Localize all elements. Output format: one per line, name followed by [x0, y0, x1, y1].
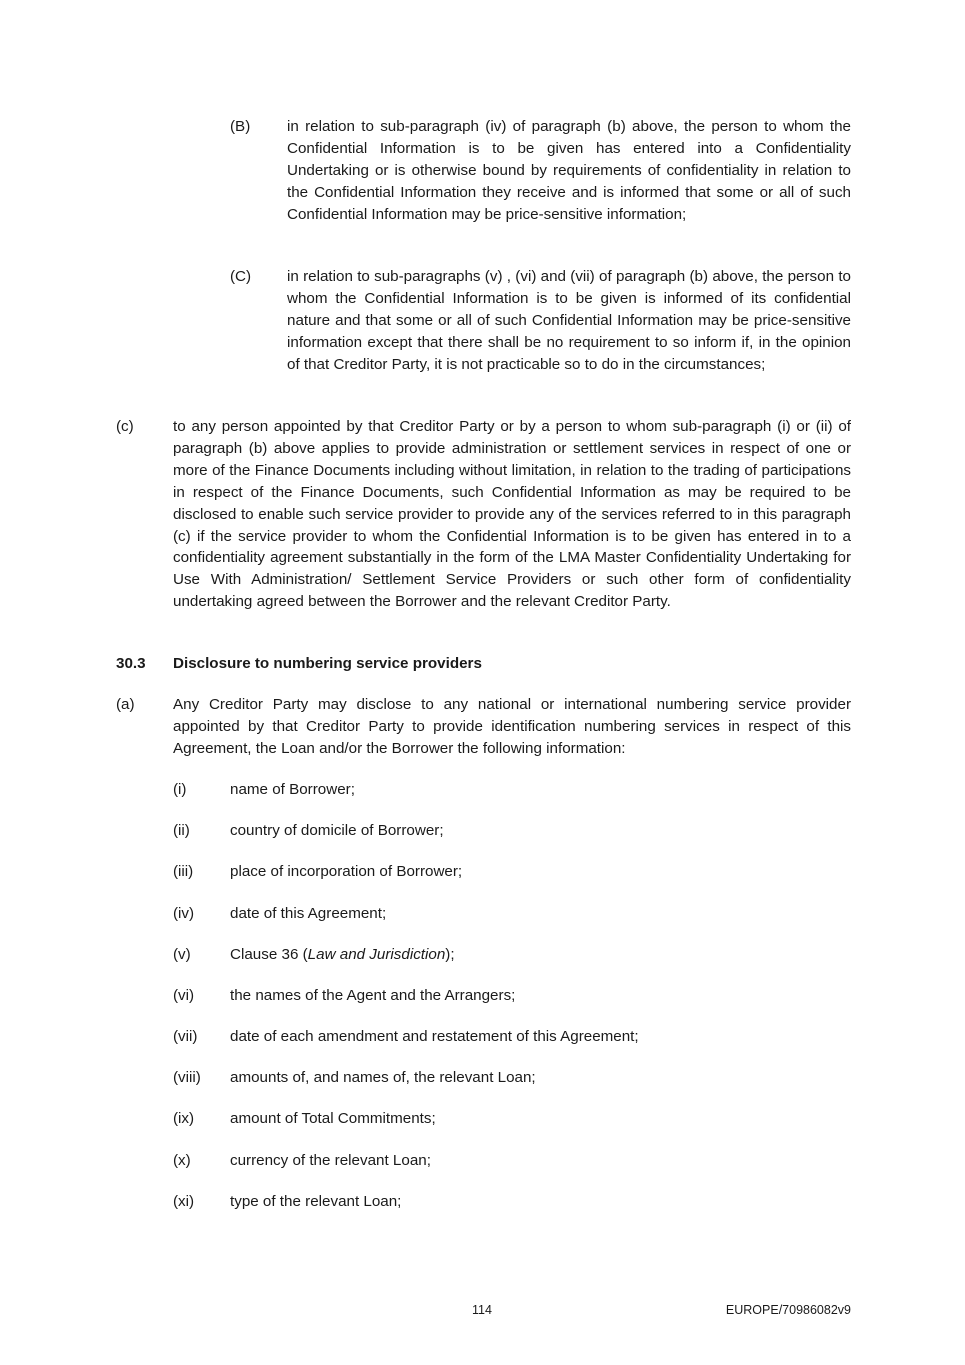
list-item-text: country of domicile of Borrower;	[230, 822, 444, 839]
list-item	[173, 944, 853, 966]
sub-item-C	[230, 266, 851, 376]
sub-item-text: in relation to sub-paragraphs (v) , (vi) and (vii) of paragraph (b) above, the person to whom the Confidential Information is to be given is informed of its confidential nature and that some or all of such Confidential Information may be price-sensitive information except that there shall be no requirement to so inform if, in the opinion of that Creditor Party, it is not practicable so to do in the circumstances;	[287, 268, 851, 373]
list-item	[173, 1067, 853, 1089]
list-item-label: (vi)	[173, 987, 195, 1004]
list-item-text: amounts of, and names of, the relevant Loan;	[230, 1069, 536, 1086]
list-item-text	[230, 944, 853, 966]
paragraph-label: (c)	[116, 418, 134, 435]
list-item	[173, 903, 853, 925]
list-item-text: date of each amendment and restatement of this Agreement;	[230, 1028, 639, 1045]
list-item-label: (x)	[173, 1152, 191, 1169]
list-item	[173, 985, 853, 1007]
list-item	[173, 1026, 853, 1048]
list-item-text: currency of the relevant Loan;	[230, 1152, 431, 1169]
sub-item-B	[230, 116, 851, 226]
list-item-label: (vii)	[173, 1028, 198, 1045]
list-item-text: name of Borrower;	[230, 781, 355, 798]
clause-reference: Clause 36 (	[230, 946, 308, 963]
paragraph-text: to any person appointed by that Creditor Party or by a person to whom sub-paragraph (i) or (ii) of paragraph (b) above applies to provide administration or settlement services in respect of one or more of the Finance Documents including without limitation, in relation to the trading of participations in respect of the Finance Documents, such Confidential Information as may be required to be disclosed to enable such service provider to provide any of the services referred to in this paragraph (c) if the service provider to whom the Confidential Information is to be given has entered in to a confidentiality agreement substantially in the form of the LMA Master Confidentiality Undertaking for Use With Administration/ Settlement Service Providers or such other form of confidentiality undertaking agreed between the Borrower and the relevant Creditor Party.	[173, 418, 851, 611]
section-heading	[116, 653, 856, 675]
section-number: 30.3	[116, 655, 146, 672]
clause-title: Law and Jurisdiction	[307, 946, 446, 963]
list-item-label: (iii)	[173, 863, 194, 880]
sub-item-label: (B)	[230, 118, 251, 135]
list-item-text: type of the relevant Loan;	[230, 1193, 402, 1210]
list-item-label: (viii)	[173, 1069, 201, 1086]
paragraph-label: (a)	[116, 696, 135, 713]
list-item-text: place of incorporation of Borrower;	[230, 863, 463, 880]
paragraph-a	[116, 694, 851, 760]
paragraph-c	[116, 416, 851, 613]
list-item	[173, 820, 853, 842]
list-item-text: date of this Agreement;	[230, 905, 387, 922]
list-item	[173, 861, 853, 883]
list-item-label: (v)	[173, 946, 191, 963]
list-item-text: amount of Total Commitments;	[230, 1110, 436, 1127]
sub-item-label: (C)	[230, 268, 252, 285]
list-item	[173, 1191, 853, 1213]
paragraph-text: Any Creditor Party may disclose to any national or international numbering service provider appointed by that Creditor Party to provide identification numbering services in respect of this Agreement, the Loan and/or the Borrower the following information:	[173, 696, 851, 757]
list-item-label: (ii)	[173, 822, 190, 839]
list-item	[173, 1108, 853, 1130]
sub-item-text: in relation to sub-paragraph (iv) of paragraph (b) above, the person to whom the Confidential Information is to be given has entered into a Confidentiality Undertaking or is otherwise bound by requirements of confidentiality in relation to the Confidential Information they receive and is informed that some or all of such Confidential Information may be price-sensitive information;	[287, 118, 851, 223]
page-number: 114	[472, 1303, 492, 1317]
list-item-text: the names of the Agent and the Arrangers;	[230, 987, 516, 1004]
list-item	[173, 1150, 853, 1172]
list-item-label: (i)	[173, 781, 187, 798]
clause-suffix: );	[445, 946, 455, 963]
list-item	[173, 779, 853, 801]
document-reference: EUROPE/70986082v9	[725, 1303, 851, 1317]
list-item-label: (iv)	[173, 905, 195, 922]
section-title: Disclosure to numbering service providers	[173, 655, 482, 672]
list-item-label: (ix)	[173, 1110, 195, 1127]
list-item-label: (xi)	[173, 1193, 195, 1210]
